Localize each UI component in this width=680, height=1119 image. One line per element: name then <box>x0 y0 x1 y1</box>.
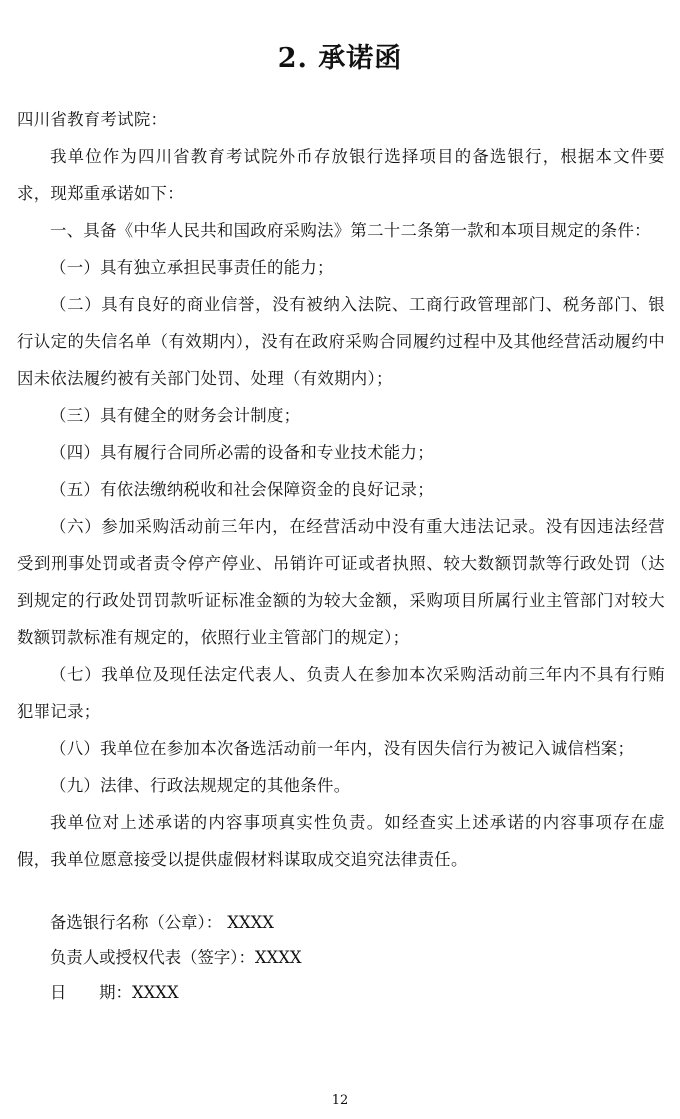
clause-item-9: （九）法律、行政法规规定的其他条件。 <box>50 776 351 795</box>
clause-one: 一、具备《中华人民共和国政府采购法》第二十二条第一款和本项目规定的条件： <box>50 221 651 240</box>
clause-item-3: （三）具有健全的财务会计制度； <box>50 406 301 425</box>
closing-paragraph: 我单位对上述承诺的内容事项真实性负责。如经查实上述承诺的内容事项存在虚假，我单位愿意接受以提供虚假材料谋取成交追究法律责任。 <box>17 813 665 869</box>
clause-item-6: （六）参加采购活动前三年内，在经营活动中没有重大违法记录。没有因违法经营受到刑事处罚或者责令停产停业、吊销许可证或者执照、较大数额罚款等行政处罚（达到规定的行政处罚罚款听证标准金额的为较大金额，采购项目所属行业主管部门对较大数额罚款标准有规定的，依照行业主管部门的规定）； <box>17 517 665 647</box>
clause-item-2: （二）具有良好的商业信誉，没有被纳入法院、工商行政管理部门、税务部门、银行认定的失信名单（有效期内），没有在政府采购合同履约过程中及其他经营活动履约中因未依法履约被有关部门处罚、处理（有效期内）； <box>17 295 665 388</box>
page-number: 12 <box>331 1093 349 1108</box>
representative-line: 负责人或授权代表（签字）：XXXX <box>50 948 302 967</box>
clause-item-1: （一）具有独立承担民事责任的能力； <box>50 258 334 277</box>
document-title: 2. 承诺函 <box>277 43 403 74</box>
date-line: 日 期：XXXX <box>50 983 179 1002</box>
intro-paragraph: 我单位作为四川省教育考试院外币存放银行选择项目的备选银行，根据本文件要求，现郑重承诺如下： <box>17 147 665 203</box>
letter-body <box>17 101 665 878</box>
clause-item-4: （四）具有履行合同所必需的设备和专业技术能力； <box>50 443 434 462</box>
clause-item-7: （七）我单位及现任法定代表人、负责人在参加本次采购活动前三年内不具有行贿犯罪记录； <box>17 665 665 721</box>
bank-name-line: 备选银行名称（公章）： XXXX <box>50 913 274 932</box>
clause-item-5: （五）有依法缴纳税收和社会保障资金的良好记录； <box>50 480 434 499</box>
clause-item-8: （八）我单位在参加本次备选活动前一年内，没有因失信行为被记入诚信档案； <box>50 739 635 758</box>
signature-block <box>50 905 650 1010</box>
addressee: 四川省教育考试院： <box>17 110 168 129</box>
